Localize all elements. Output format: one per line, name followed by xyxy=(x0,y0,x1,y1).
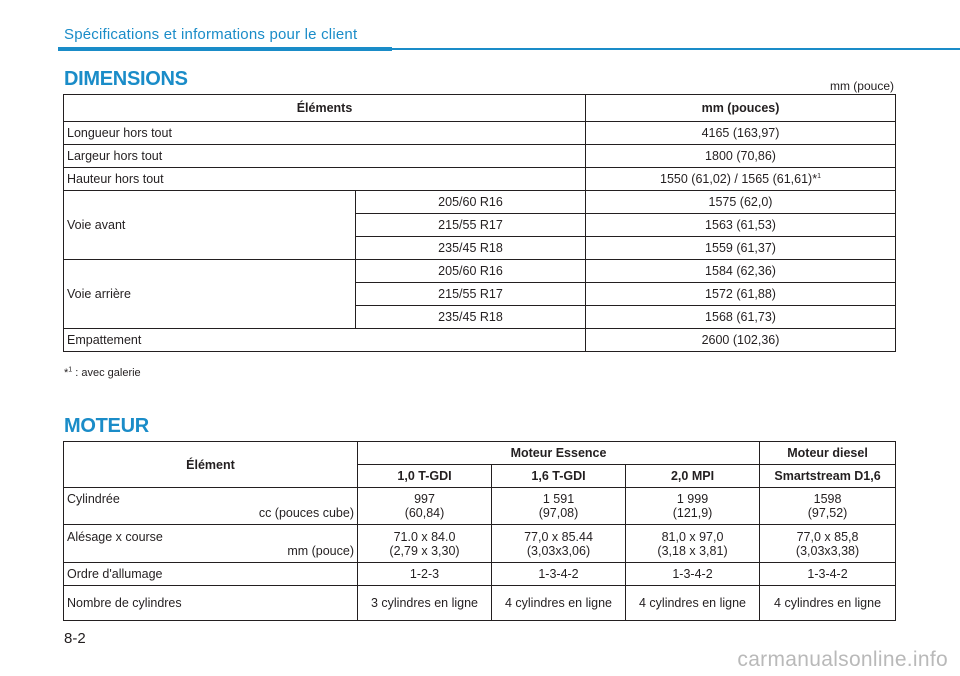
engine-header: Smartstream D1,6 xyxy=(760,465,896,488)
tire-size: 215/55 R17 xyxy=(356,214,586,237)
table-row xyxy=(64,586,896,621)
row-label: Empattement xyxy=(64,329,586,352)
unit-note: mm (pouce) xyxy=(829,79,894,93)
row-label xyxy=(64,488,358,525)
label-text: Cylindrée xyxy=(67,492,120,506)
unit-text: mm (pouce) xyxy=(287,543,354,558)
table-row xyxy=(64,145,896,168)
col-header-mm: mm (pouces) xyxy=(586,95,896,122)
dimensions-title: DIMENSIONS xyxy=(64,68,188,90)
row-value xyxy=(492,488,626,525)
row-label: Voie arrière xyxy=(64,260,356,329)
row-value: 1-3-4-2 xyxy=(492,563,626,586)
value-main: 1598 xyxy=(813,492,842,506)
row-label: Largeur hors tout xyxy=(64,145,586,168)
table-row xyxy=(64,122,896,145)
row-value: 4165 (163,97) xyxy=(586,122,896,145)
row-value: 1575 (62,0) xyxy=(586,191,896,214)
row-value: 1559 (61,37) xyxy=(586,237,896,260)
value-main: 1 999 xyxy=(676,492,709,506)
engine-header: 2,0 MPI xyxy=(626,465,760,488)
col-header-essence: Moteur Essence xyxy=(358,442,760,465)
table-row xyxy=(64,260,896,283)
value-sub: (3,18 x 3,81) xyxy=(657,543,728,558)
table-row xyxy=(64,168,896,191)
row-value: 2600 (102,36) xyxy=(586,329,896,352)
row-label: Ordre d'allumage xyxy=(64,563,358,586)
row-value xyxy=(492,525,626,563)
row-value: 1572 (61,88) xyxy=(586,283,896,306)
unit-text: cc (pouces cube) xyxy=(258,506,354,520)
footnote-text: : avec galerie xyxy=(72,367,141,379)
value-sub: (2,79 x 3,30) xyxy=(389,543,460,558)
col-header-elements: Éléments xyxy=(64,95,586,122)
row-value xyxy=(626,525,760,563)
footnote-marker: 1 xyxy=(817,172,821,180)
row-value: 1800 (70,86) xyxy=(586,145,896,168)
footnote-number: 1 xyxy=(68,366,73,374)
row-value: 1-3-4-2 xyxy=(626,563,760,586)
footnote-star: * xyxy=(64,367,69,379)
value-sub: (60,84) xyxy=(404,506,445,520)
table-row xyxy=(64,329,896,352)
value-main: 81,0 x 97,0 xyxy=(661,529,724,544)
page-number: 8-2 xyxy=(64,630,86,647)
header-rule-accent xyxy=(58,47,392,51)
tire-size: 215/55 R17 xyxy=(356,283,586,306)
row-value: 1568 (61,73) xyxy=(586,306,896,329)
value-main: 1 591 xyxy=(542,492,575,506)
row-label: Longueur hors tout xyxy=(64,122,586,145)
table-row xyxy=(64,191,896,214)
row-value: 3 cylindres en ligne xyxy=(358,586,492,621)
value-sub: (97,52) xyxy=(807,506,848,520)
row-label xyxy=(64,525,358,563)
engine-header: 1,0 T-GDI xyxy=(358,465,492,488)
row-value: 1-3-4-2 xyxy=(760,563,896,586)
table-row xyxy=(64,488,896,525)
tire-size: 205/60 R16 xyxy=(356,260,586,283)
row-value xyxy=(760,525,896,563)
row-label: Voie avant xyxy=(64,191,356,260)
row-value xyxy=(626,488,760,525)
row-value xyxy=(358,488,492,525)
table-header-row xyxy=(64,95,896,122)
row-value xyxy=(586,168,896,191)
dimensions-table xyxy=(63,94,896,352)
col-header-element: Élément xyxy=(64,442,358,488)
value-sub: (121,9) xyxy=(672,506,713,520)
tire-size: 205/60 R16 xyxy=(356,191,586,214)
footnote xyxy=(64,367,141,379)
value-text: 1550 (61,02) / 1565 (61,61)* xyxy=(660,172,818,186)
col-header-diesel: Moteur diesel xyxy=(760,442,896,465)
row-value: 1584 (62,36) xyxy=(586,260,896,283)
engine-header: 1,6 T-GDI xyxy=(492,465,626,488)
value-sub: (97,08) xyxy=(538,506,579,520)
table-header-row xyxy=(64,442,896,465)
row-value xyxy=(760,488,896,525)
tire-size: 235/45 R18 xyxy=(356,237,586,260)
table-row xyxy=(64,563,896,586)
value-main: 77,0 x 85,8 xyxy=(796,529,859,544)
value-main: 77,0 x 85.44 xyxy=(524,529,593,544)
moteur-title: MOTEUR xyxy=(64,415,149,437)
row-value: 1-2-3 xyxy=(358,563,492,586)
value-main: 71.0 x 84.0 xyxy=(393,529,456,544)
section-header: Spécifications et informations pour le client xyxy=(64,26,358,43)
watermark: carmanualsonline.info xyxy=(737,648,948,671)
row-label: Hauteur hors tout xyxy=(64,168,586,191)
label-text: Alésage x course xyxy=(67,529,163,544)
row-value xyxy=(358,525,492,563)
row-value: 4 cylindres en ligne xyxy=(492,586,626,621)
moteur-table xyxy=(63,441,896,621)
row-value: 4 cylindres en ligne xyxy=(626,586,760,621)
value-sub: (3,03x3,38) xyxy=(795,543,860,558)
row-value: 4 cylindres en ligne xyxy=(760,586,896,621)
tire-size: 235/45 R18 xyxy=(356,306,586,329)
table-row xyxy=(64,525,896,563)
row-label: Nombre de cylindres xyxy=(64,586,358,621)
row-value: 1563 (61,53) xyxy=(586,214,896,237)
value-main: 997 xyxy=(414,492,435,506)
value-sub: (3,03x3,06) xyxy=(526,543,591,558)
